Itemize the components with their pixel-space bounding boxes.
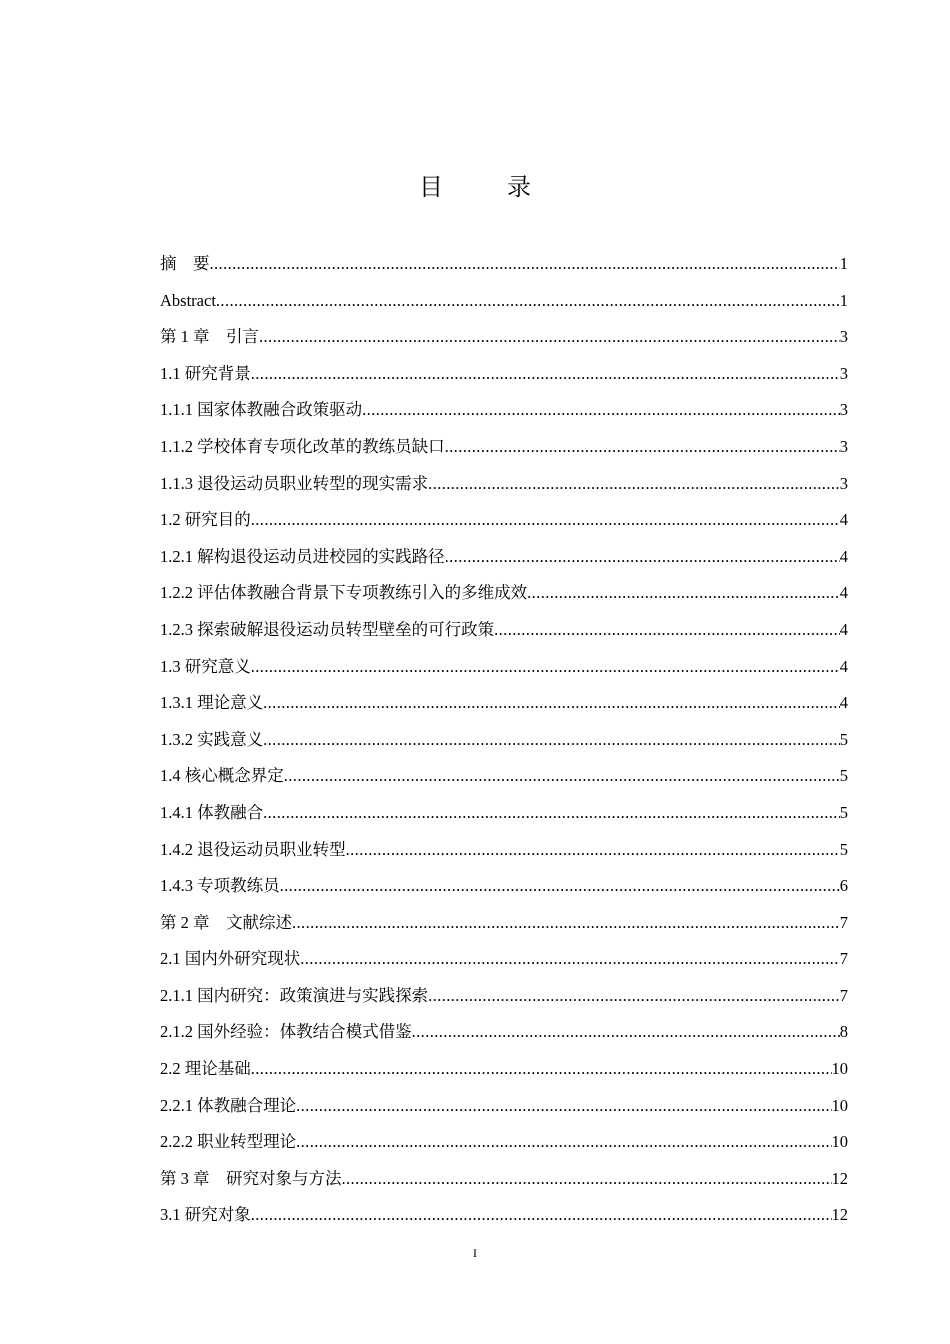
toc-entry[interactable] [160,1088,848,1125]
toc-entry-label: 2.2 理论基础 [160,1059,251,1079]
toc-entry[interactable] [160,1161,848,1198]
toc-entry-page: 12 [831,1205,848,1225]
toc-entry-page: 10 [831,1132,848,1152]
toc-leader-dots [445,429,840,466]
toc-leader-dots [292,905,840,942]
toc-entry-page: 6 [839,876,848,896]
toc-leader-dots [251,649,840,686]
toc-entry[interactable] [160,795,848,832]
toc-entry-page: 4 [839,619,848,639]
toc-entry-label: 1.2.1 解构退役运动员进校园的实践路径 [160,546,445,566]
toc-entry[interactable] [160,502,848,539]
toc-entry-page: 12 [831,1168,848,1188]
page-title: 目 录 [419,175,551,201]
toc-entry-label: 第 3 章 研究对象与方法 [160,1168,342,1188]
toc-entry[interactable] [160,539,848,576]
toc-leader-dots [346,832,840,869]
toc-entry-page: 7 [839,985,848,1005]
toc-leader-dots [342,1161,832,1198]
toc-entry-label: 2.1.2 国外经验：体教结合模式借鉴 [160,1022,412,1042]
toc-entry-label: 1.4.2 退役运动员职业转型 [160,839,346,859]
toc-leader-dots [362,392,840,429]
toc-entry-label: Abstract [160,290,216,310]
toc-entry[interactable] [160,612,848,649]
toc-entry-page: 5 [839,802,848,822]
toc-entry-page: 3 [839,400,848,420]
toc-entry-label: 2.1.1 国内研究：政策演进与实践探索 [160,985,429,1005]
toc-entry-page: 8 [839,1022,848,1042]
toc-entry-label: 1.1.2 学校体育专项化改革的教练员缺口 [160,436,445,456]
toc-leader-dots [284,758,840,795]
toc-leader-dots [428,978,840,1015]
toc-entry[interactable] [160,575,848,612]
toc-entry-label: 第 1 章 引言 [160,327,259,347]
toc-entry[interactable] [160,1197,848,1234]
toc-entry-label: 1.4 核心概念界定 [160,766,284,786]
toc-entry[interactable] [160,319,848,356]
toc-entry-page: 4 [839,546,848,566]
toc-entry-page: 10 [831,1059,848,1079]
toc-leader-dots [263,685,840,722]
toc-leader-dots [445,539,840,576]
toc-entry[interactable] [160,832,848,869]
toc-entry-page: 1 [839,254,848,273]
toc-entry-label: 第 2 章 文献综述 [160,912,292,932]
toc-entry-page: 3 [839,436,848,456]
toc-entry-label: 1.3.2 实践意义 [160,729,264,749]
toc-entry-label: 摘 要 [160,254,210,273]
toc-entry-label: 1.1 研究背景 [160,363,251,383]
toc-entry-page: 10 [831,1095,848,1115]
toc-entry-label: 1.4.1 体教融合 [160,802,264,822]
toc-entry[interactable] [160,392,848,429]
toc-entry-label: 2.2.2 职业转型理论 [160,1132,297,1152]
toc-entry[interactable] [160,1014,848,1051]
toc-entry[interactable] [160,722,848,759]
toc-leader-dots [251,356,840,393]
toc-entry[interactable] [160,466,848,503]
toc-entry-page: 5 [839,839,848,859]
toc-entry[interactable] [160,429,848,466]
toc-entry-page: 3 [839,473,848,493]
toc-entry[interactable] [160,283,848,320]
toc-entry-label: 2.1 国内外研究现状 [160,949,301,969]
toc-entry-page: 3 [839,327,848,347]
toc-entry-label: 2.2.1 体教融合理论 [160,1095,297,1115]
toc-entry-label: 1.1.3 退役运动员职业转型的现实需求 [160,473,429,493]
toc-leader-dots [300,941,840,978]
toc-entry-page: 4 [839,583,848,603]
toc-leader-dots [259,319,840,356]
toc-entry-page: 4 [839,656,848,676]
toc-leader-dots [251,1051,832,1088]
toc-entry[interactable] [160,905,848,942]
toc-entry-label: 1.3 研究意义 [160,656,251,676]
toc-leader-dots [428,466,840,503]
toc-entry[interactable] [160,1051,848,1088]
toc-entry-label: 1.2 研究目的 [160,510,251,530]
toc-entry-page: 5 [839,729,848,749]
toc-leader-dots [263,795,840,832]
toc-leader-dots [296,1088,831,1125]
toc-entry-page: 4 [839,693,848,713]
toc-entry-page: 3 [839,363,848,383]
toc-entry[interactable] [160,868,848,905]
toc-entry[interactable] [160,978,848,1015]
toc-entry[interactable] [160,685,848,722]
toc-entry-label: 3.1 研究对象 [160,1205,251,1225]
toc-leader-dots [251,502,840,539]
toc-entry[interactable] [160,649,848,686]
toc-leader-dots [210,246,840,283]
toc-entry-label: 1.2.3 探索破解退役运动员转型壁垒的可行政策 [160,619,495,639]
toc-leader-dots [527,575,840,612]
table-of-contents [160,246,848,1234]
toc-leader-dots [263,722,840,759]
toc-entry-label: 1.2.2 评估体教融合背景下专项教练引入的多维成效 [160,583,528,603]
toc-entry-page: 7 [839,912,848,932]
toc-entry[interactable] [160,246,848,283]
toc-entry-page: 4 [839,510,848,530]
toc-entry[interactable] [160,758,848,795]
toc-entry[interactable] [160,1124,848,1161]
toc-leader-dots [412,1014,840,1051]
toc-leader-dots [494,612,840,649]
toc-leader-dots [296,1124,831,1161]
toc-entry-label: 1.3.1 理论意义 [160,693,264,713]
toc-entry-page: 7 [839,949,848,969]
toc-entry[interactable] [160,941,848,978]
toc-leader-dots [280,868,840,905]
toc-leader-dots [251,1197,832,1234]
toc-entry-label: 1.4.3 专项教练员 [160,876,280,896]
toc-leader-dots [216,283,840,320]
toc-entry-page: 1 [839,290,848,310]
toc-entry-page: 5 [839,766,848,786]
footer-page-number: I [473,1246,477,1260]
toc-entry[interactable] [160,356,848,393]
toc-entry-label: 1.1.1 国家体教融合政策驱动 [160,400,363,420]
